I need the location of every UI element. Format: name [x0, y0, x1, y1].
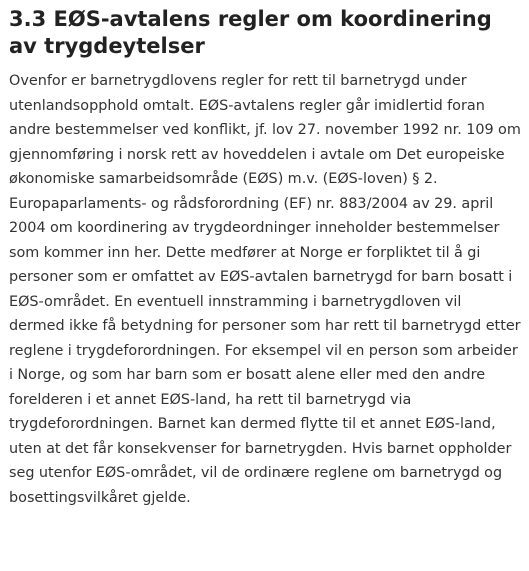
section-paragraph: Ovenfor er barnetrygdlovens regler for rett til barnetrygd under utenlandsopphold omtalt. EØS-avtalens regler går imidlertid foran andre bestemmelser ved konflikt, jf. lov 27. november 1992 nr. 109 om gjennomføring i norsk rett av hoveddelen i avtale om Det europeiske økonomiske samarbeidsområde (EØS) m.v. (EØS-loven) § 2. Europaparlaments- og rådsforordning (EF) nr. 883/2004 av 29. april 2004 om koordinering av trygdeordninger inneholder bestemmelser som kommer inn her. Dette medfører at Norge er forpliktet til å gi personer som er omfattet av EØS-avtalen barnetrygd for barn bosatt i EØS-området. En eventuell innstramming i barnetrygdloven vil dermed ikke få betydning for personer som har rett til barnetrygd etter reglene i trygdeforordningen. For eksempel vil en person som arbeider i Norge, og som har barn som er bosatt alene eller med den andre forelderen i et annet EØS-land, ha rett til barnetrygd via trygdeforordningen. Barnet kan dermed flytte til et annet EØS-land, uten at det får konsekvenser for barnetrygden. Hvis barnet oppholder seg utenfor EØS-området, vil de ordinære reglene om barnetrygd og bosettingsvilkåret gjelde. — [9, 73, 521, 506]
section-heading: 3.3 EØS-avtalens regler om koordinering av trygdeytelser — [9, 7, 492, 58]
